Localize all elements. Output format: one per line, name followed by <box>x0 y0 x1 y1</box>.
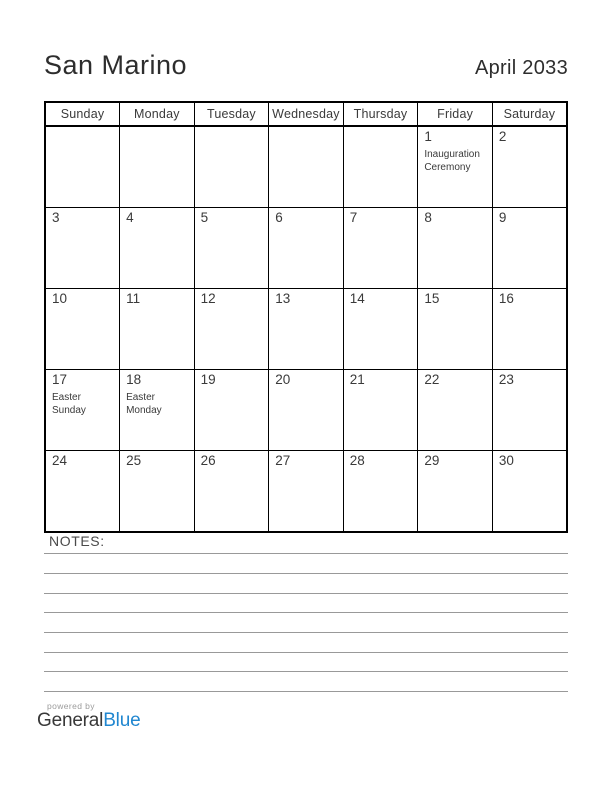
day-number: 17 <box>52 372 68 387</box>
day-number: 30 <box>498 453 514 468</box>
day-header-friday: Friday <box>418 102 493 126</box>
calendar-cell-15 <box>418 289 493 370</box>
calendar-cell-6 <box>269 208 344 289</box>
calendar-cell-14 <box>343 289 418 370</box>
holiday-label: Easter Monday <box>126 391 162 416</box>
calendar-cell-5 <box>194 208 269 289</box>
day-number: 1 <box>424 129 432 144</box>
brand-logo <box>37 710 140 732</box>
calendar-cell-13 <box>269 289 344 370</box>
day-number: 4 <box>126 210 134 225</box>
calendar-cell-27 <box>269 451 344 533</box>
brand-general-text: General <box>37 710 104 731</box>
calendar-cell-12 <box>194 289 269 370</box>
day-header-tuesday: Tuesday <box>194 102 269 126</box>
powered-by-text: powered by <box>47 701 95 711</box>
day-number: 2 <box>498 129 507 144</box>
calendar-cell-18 <box>120 370 195 451</box>
day-number: 3 <box>52 210 60 225</box>
day-number: 15 <box>424 291 440 306</box>
calendar-cell-10 <box>45 289 120 370</box>
calendar-cell-24 <box>45 451 120 533</box>
note-line <box>44 594 568 614</box>
day-header-saturday: Saturday <box>492 102 567 126</box>
calendar-cell-3 <box>45 208 120 289</box>
notes-label: NOTES: <box>49 533 105 549</box>
calendar-week-row <box>45 289 567 370</box>
calendar-cell-9 <box>492 208 567 289</box>
note-line <box>44 535 568 555</box>
calendar-week-row <box>45 370 567 451</box>
day-number: 28 <box>349 453 365 468</box>
day-number: 24 <box>52 453 68 468</box>
day-number: 9 <box>498 210 507 225</box>
calendar-cell-11 <box>120 289 195 370</box>
calendar-cell-30 <box>492 451 567 533</box>
calendar-cell-16 <box>492 289 567 370</box>
note-line <box>44 554 568 574</box>
day-number: 22 <box>424 372 440 387</box>
day-number: 21 <box>349 372 365 387</box>
calendar-cell-21 <box>343 370 418 451</box>
day-number: 13 <box>275 291 291 306</box>
day-number: 23 <box>498 372 514 387</box>
calendar-cell-28 <box>343 451 418 533</box>
note-line <box>44 574 568 594</box>
note-line <box>44 653 568 673</box>
day-number: 25 <box>126 453 142 468</box>
day-header-wednesday: Wednesday <box>269 102 344 126</box>
calendar-cell-empty <box>269 126 344 208</box>
day-number: 8 <box>424 210 432 225</box>
day-number: 14 <box>349 291 365 306</box>
calendar-cell-2 <box>492 126 567 208</box>
note-line <box>44 633 568 653</box>
calendar-cell-25 <box>120 451 195 533</box>
brand-blue-text: Blue <box>103 710 141 731</box>
day-number: 6 <box>275 210 283 225</box>
calendar-cell-empty <box>343 126 418 208</box>
calendar-cell-19 <box>194 370 269 451</box>
holiday-label: Easter Sunday <box>52 391 86 416</box>
day-number: 7 <box>349 210 358 225</box>
day-number: 12 <box>200 291 216 306</box>
calendar-cell-empty <box>194 126 269 208</box>
notes-lines <box>44 535 568 693</box>
calendar-cell-23 <box>492 370 567 451</box>
day-number: 27 <box>275 453 291 468</box>
calendar-cell-17 <box>45 370 120 451</box>
day-number: 5 <box>200 210 209 225</box>
day-number: 11 <box>126 291 141 306</box>
calendar-grid <box>44 101 568 533</box>
day-number: 20 <box>275 372 291 387</box>
day-header-monday: Monday <box>120 102 195 126</box>
day-number: 10 <box>52 291 68 306</box>
calendar-week-row <box>45 208 567 289</box>
calendar-cell-29 <box>418 451 493 533</box>
page-title: San Marino <box>44 50 188 80</box>
day-number: 26 <box>200 453 216 468</box>
day-number: 16 <box>498 291 514 306</box>
day-number: 29 <box>424 453 440 468</box>
day-header-row <box>45 102 567 126</box>
note-line <box>44 672 568 692</box>
day-number: 19 <box>200 372 216 387</box>
calendar-cell-22 <box>418 370 493 451</box>
calendar-week-row <box>45 451 567 533</box>
calendar-cell-empty <box>120 126 195 208</box>
calendar-cell-20 <box>269 370 344 451</box>
note-line <box>44 613 568 633</box>
calendar-cell-8 <box>418 208 493 289</box>
calendar-cell-1 <box>418 126 493 208</box>
day-number: 18 <box>126 372 142 387</box>
calendar-cell-7 <box>343 208 418 289</box>
month-year-title: April 2033 <box>474 57 568 79</box>
day-header-thursday: Thursday <box>343 102 418 126</box>
calendar-body <box>45 126 567 532</box>
calendar-cell-26 <box>194 451 269 533</box>
holiday-label: Inauguration Ceremony <box>424 148 480 173</box>
calendar-cell-4 <box>120 208 195 289</box>
calendar-week-row <box>45 126 567 208</box>
day-header-sunday: Sunday <box>45 102 120 126</box>
calendar-cell-empty <box>45 126 120 208</box>
